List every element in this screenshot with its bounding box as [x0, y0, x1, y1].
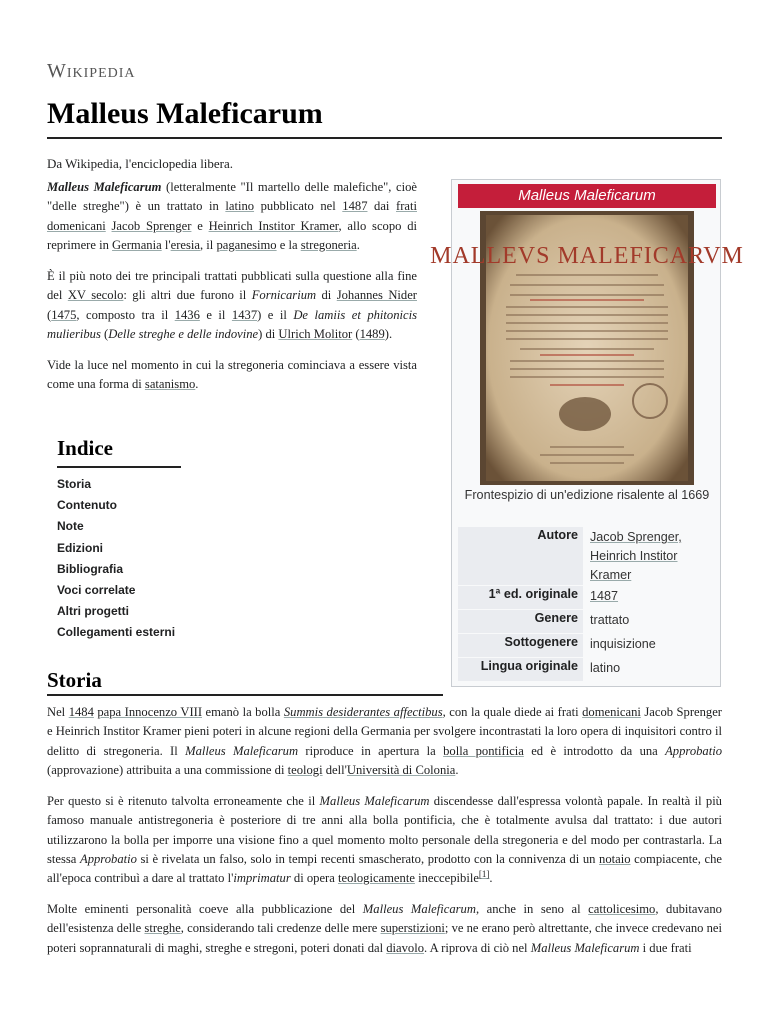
infobox-row-edizione	[458, 585, 716, 609]
toc-title: Indice	[57, 436, 114, 460]
citation-1[interactable]: [1]	[478, 869, 490, 879]
link-ulrich-molitor[interactable]: Ulrich Molitor	[278, 326, 353, 341]
link-1484[interactable]: 1484	[68, 705, 94, 719]
infobox-key: Autore	[458, 527, 583, 585]
infobox-key: Sottogenere	[458, 634, 583, 657]
svg-text:MALLEVS MALEFICARVM: MALLEVS MALEFICARVM	[430, 243, 744, 269]
storia-paragraph-1: Nel 1484 papa Innocenzo VIII emanò la bolla Summis desiderantes affectibus, con la quale diede ai frati domenicani Jacob Sprenger e Heinrich Institor Kramer pieni poteri in alcune regioni della Germania per svolgere incontrastati la loro opera di inquisitori contro il delitto di stregoneria. Il Malleus Maleficarum riproduce in apertura la bolla pontificia ed è introdotto da una Approbatio (approvazione) attribuita a una commissione di teologi dell'Università di Colonia.	[47, 705, 722, 777]
link-streghe[interactable]: streghe	[144, 921, 181, 936]
infobox-table	[458, 526, 716, 681]
infobox-value-autore[interactable]: Jacob Sprenger, Heinrich Institor Kramer	[590, 530, 682, 582]
link-eresia[interactable]: eresia	[170, 237, 200, 252]
infobox-value-genere: trattato	[590, 613, 630, 627]
book-cover-image[interactable]	[430, 211, 744, 485]
link-xv-secolo[interactable]: XV secolo	[67, 288, 124, 303]
infobox-header: Malleus Maleficarum	[458, 184, 716, 208]
toc-item-edizioni[interactable]: Edizioni	[57, 540, 103, 555]
infobox-value-lingua: latino	[590, 661, 621, 675]
infobox-key: Lingua originale	[458, 658, 583, 681]
link-teologi[interactable]: teologi	[287, 762, 323, 777]
infobox-row-autore	[458, 526, 716, 585]
toc-item-storia[interactable]: Storia	[57, 477, 92, 491]
section-divider	[47, 694, 443, 696]
infobox-value-sottogenere: inquisizione	[590, 637, 656, 651]
toc-divider	[57, 466, 181, 468]
link-heinrich-kramer[interactable]: Heinrich Institor Kramer	[208, 218, 339, 233]
intro-paragraph-3: Vide la luce nel momento in cui la stregoneria cominciava a essere vista come una forma di satanismo.	[47, 358, 417, 392]
link-latino[interactable]: latino	[225, 199, 255, 214]
link-johannes-nider[interactable]: Johannes Nider	[336, 288, 417, 303]
link-universita-colonia[interactable]: Università di Colonia	[346, 762, 456, 777]
link-1489[interactable]: 1489	[359, 326, 385, 341]
infobox-key: Genere	[458, 610, 583, 633]
page-title: Malleus Maleficarum	[47, 97, 323, 130]
infobox-caption: Frontespizio di un'edizione risalente al 1669	[464, 488, 710, 502]
toc-item-collegamenti-esterni[interactable]: Collegamenti esterni	[57, 625, 176, 640]
link-summis[interactable]: Summis desiderantes affectibus	[283, 705, 443, 719]
link-teologicamente[interactable]: teologicamente	[337, 871, 415, 886]
link-1475[interactable]: 1475	[51, 307, 77, 322]
intro-paragraph-1: Malleus Maleficarum (letteralmente "Il martello delle malefiche", cioè "delle streghe") è un trattato in latino pubblicato nel 1487 dai frati domenicani Jacob Sprenger e Heinrich Institor Kramer, allo scopo di reprimere in Germania l'eresia, il paganesimo e la stregoneria.	[47, 180, 418, 252]
link-1437[interactable]: 1437	[231, 307, 258, 322]
title-divider	[47, 137, 722, 139]
intro-paragraph-2: È il più noto dei tre principali trattati pubblicati sulla questione alla fine del XV secolo: gli altri due furono il Fornicarium di Johannes Nider (1475, composto tra il 1436 e il 1437) e il De lamiis et phitonicis mulieribus (Delle streghe e delle indovine) di Ulrich Molitor (1489).	[47, 269, 417, 341]
infobox-row-sottogenere	[458, 633, 716, 657]
toc-item-bibliografia[interactable]: Bibliografia	[57, 561, 124, 576]
toc-item-voci-correlate[interactable]: Voci correlate	[57, 582, 136, 597]
infobox-value-edizione[interactable]: 1487	[590, 589, 619, 603]
link-papa-innocenzo[interactable]: papa Innocenzo VIII	[97, 705, 203, 719]
section-heading-storia: Storia	[47, 668, 102, 692]
link-stregoneria[interactable]: stregoneria	[300, 237, 357, 252]
link-frati-domenicani[interactable]: frati domenicani	[47, 199, 417, 233]
toc-item-contenuto[interactable]: Contenuto	[57, 498, 117, 513]
link-diavolo[interactable]: diavolo	[386, 940, 425, 955]
link-domenicani[interactable]: domenicani	[582, 705, 641, 719]
link-notaio[interactable]: notaio	[599, 851, 631, 866]
wikipedia-wordmark[interactable]: Wikipedia	[47, 60, 136, 82]
infobox	[430, 179, 744, 687]
link-superstizioni[interactable]: superstizioni	[380, 921, 445, 936]
link-1487[interactable]: 1487	[342, 199, 368, 214]
toc-item-note[interactable]: Note	[57, 519, 84, 534]
table-of-contents	[57, 436, 257, 644]
infobox-row-lingua	[458, 657, 716, 681]
link-satanismo[interactable]: satanismo	[144, 377, 196, 392]
link-bolla-pontificia[interactable]: bolla pontificia	[443, 743, 524, 758]
tagline: Da Wikipedia, l'enciclopedia libera.	[47, 156, 234, 171]
link-germania[interactable]: Germania	[112, 237, 162, 252]
storia-paragraph-2: Per questo si è ritenuto talvolta erroneamente che il Malleus Maleficarum discendesse dall'espressa volontà papale. In realtà il più famoso manuale antistregoneria è posteriore di tre anni alla bolla pontificia, che è totalmente avulsa dal trattato: i due autori utilizzarono la bolla per imporre una visione fino a quel momento molto personale della stregoneria e del modo per contrastarla. La stessa Approbatio si è rivelata un falso, solo in tempi recenti smascherato, prodotto con la connivenza di un notaio compiacente, che all'epoca contribuì a dare al trattato l'imprimatur di opera teologicamente ineccepibile[1].	[47, 794, 723, 886]
infobox-row-genere	[458, 609, 716, 633]
infobox-key: 1ª ed. originale	[458, 586, 583, 609]
toc-item-altri-progetti[interactable]: Altri progetti	[57, 604, 129, 619]
link-cattolicesimo[interactable]: cattolicesimo	[588, 902, 656, 916]
article-subject: Malleus Maleficarum	[47, 180, 162, 194]
link-paganesimo[interactable]: paganesimo	[216, 237, 277, 252]
link-1436[interactable]: 1436	[174, 307, 200, 322]
link-jacob-sprenger[interactable]: Jacob Sprenger	[111, 218, 192, 233]
storia-paragraph-3: Molte eminenti personalità coeve alla pubblicazione del Malleus Maleficarum, anche in seno al cattolicesimo, dubitavano dell'esistenza delle streghe, considerando tali credenze delle mere superstizioni; ve ne erano però altrettante, che invece credevano nei poteri soprannaturali di maghi, streghe e stregoni, poteri donati dal diavolo. A riprova di ciò nel Malleus Maleficarum i due frati	[47, 902, 722, 955]
